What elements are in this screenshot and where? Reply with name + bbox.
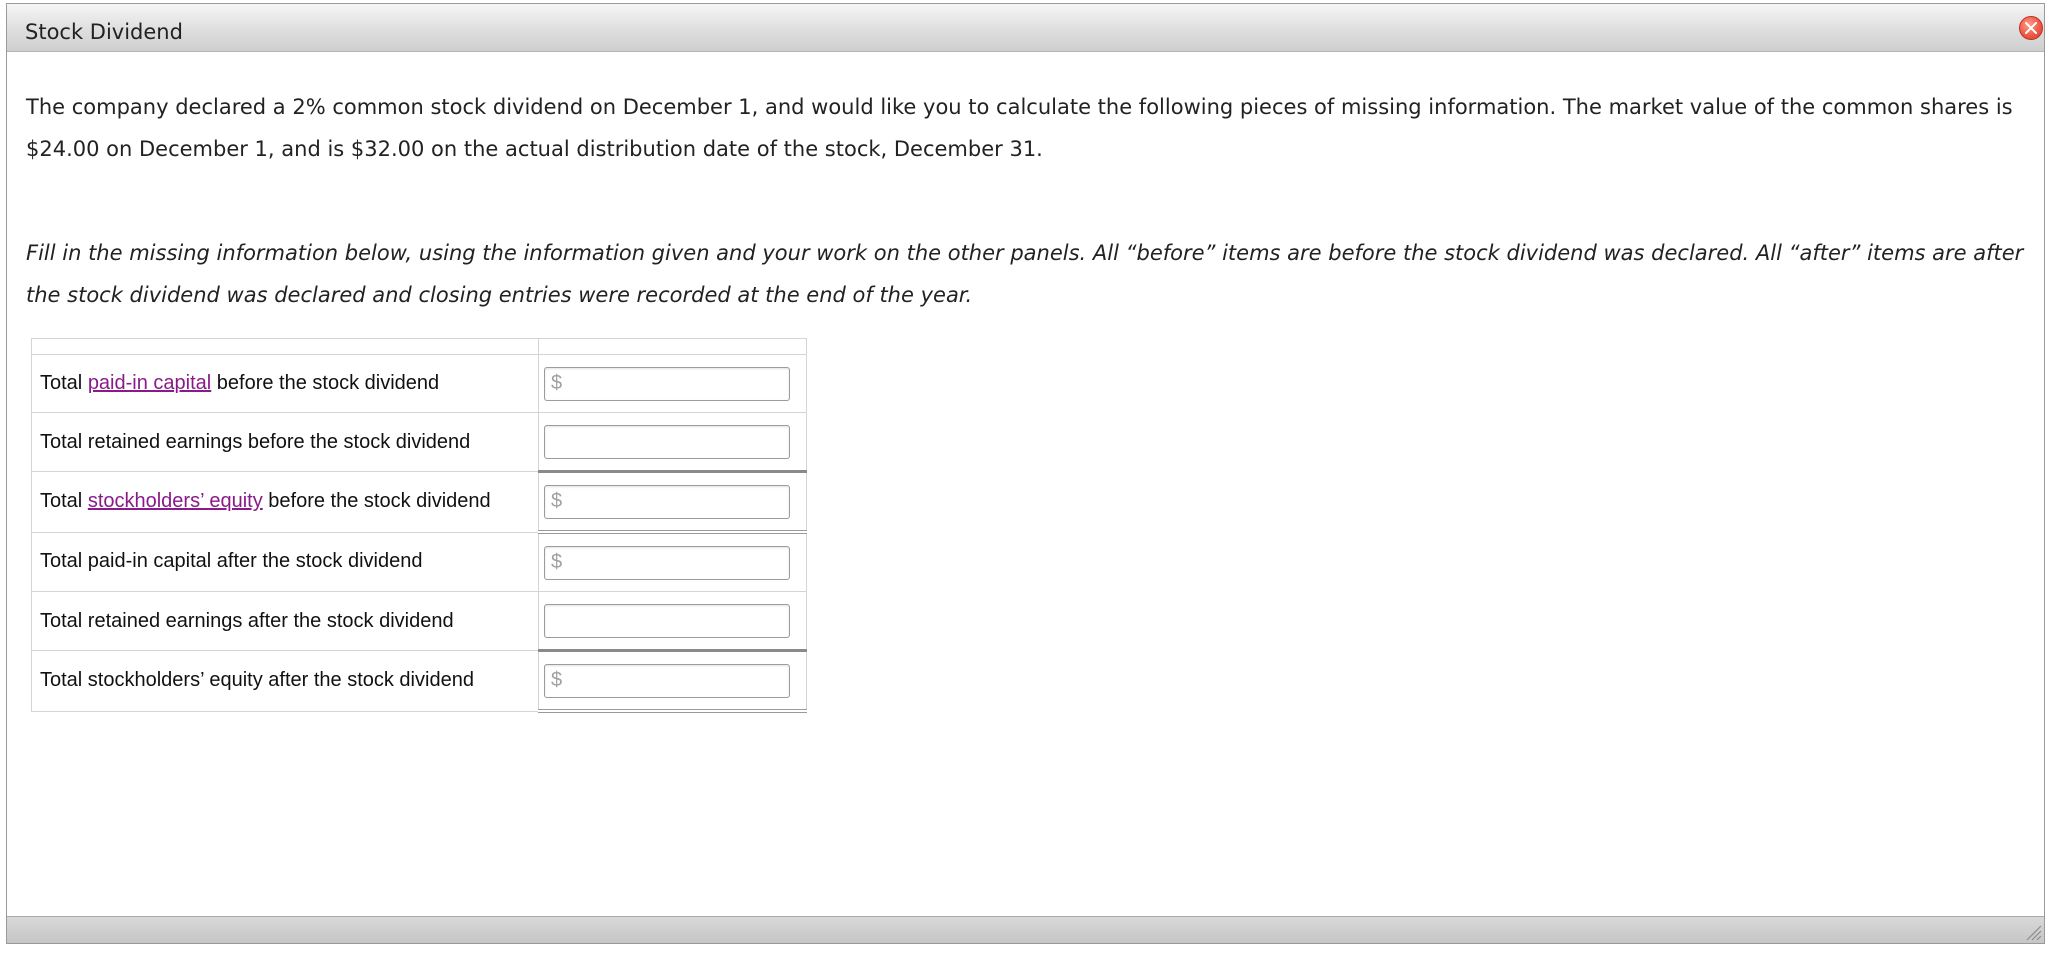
row-label: [32, 472, 539, 533]
row-label-prefix: Total: [40, 490, 88, 513]
dialog-titlebar[interactable]: [7, 4, 2044, 52]
table-row: [32, 355, 807, 413]
retained-earnings-after-field[interactable]: [544, 604, 790, 638]
row-label-prefix: Total stockholders’ equity after the stock dividend: [40, 669, 474, 692]
resize-grip-icon[interactable]: [2022, 921, 2042, 941]
close-button[interactable]: [2019, 16, 2043, 40]
dialog-statusbar: [7, 916, 2044, 943]
table-row: [32, 651, 807, 712]
header-label-cell: [32, 339, 539, 355]
intro-paragraph: The company declared a 2% common stock dividend on December 1, and would like you to calculate the following pieces of missing information. The market value of the common shares is $24.00 on December 1, and is $32.00 on the actual distribution date of the stock, December 31.: [26, 95, 2013, 161]
row-label-suffix: before the stock dividend: [211, 372, 440, 394]
row-input-cell: [539, 532, 807, 592]
retained-earnings-after-input[interactable]: [545, 605, 789, 637]
stock-dividend-dialog: [6, 3, 2045, 944]
instructions-paragraph: Fill in the missing information below, using the information given and your work on the other panels. All “before” items are before the stock dividend was declared. All “after” items are after the stock dividend was declared and closing entries were recorded at the end of the year.: [26, 241, 2024, 307]
row-label-prefix: Total retained earnings before the stock dividend: [40, 430, 471, 453]
table-header-row: [32, 339, 807, 355]
row-label: [32, 532, 539, 592]
row-label-prefix: Total paid-in capital after the stock dividend: [40, 550, 423, 573]
row-label: [32, 592, 539, 651]
row-input-cell: [539, 651, 807, 712]
paid-in-capital-after-field[interactable]: [544, 546, 790, 580]
header-input-cell: [539, 339, 807, 355]
balance-table: [31, 338, 807, 713]
stockholders-equity-before-input[interactable]: [545, 486, 789, 518]
row-label-prefix: Total: [40, 372, 88, 394]
stockholders-equity-after-field[interactable]: [544, 664, 790, 698]
paid-in-capital-after-input[interactable]: [545, 547, 789, 579]
row-label: [32, 651, 539, 712]
row-label-suffix: before the stock dividend: [262, 490, 491, 513]
stockholders-equity-after-input[interactable]: [545, 665, 789, 697]
row-label: [32, 413, 539, 472]
paid-in-capital-before-field[interactable]: [544, 367, 790, 401]
row-label-prefix: Total retained earnings after the stock dividend: [40, 609, 454, 632]
retained-earnings-before-input[interactable]: [545, 426, 789, 458]
retained-earnings-before-field[interactable]: [544, 425, 790, 459]
paid-in-capital-before-input[interactable]: [545, 368, 789, 400]
paid-in-capital-link[interactable]: paid-in capital: [87, 372, 212, 394]
table-row: [32, 472, 807, 533]
close-icon: [2025, 22, 2037, 34]
row-input-cell: [539, 355, 807, 413]
dialog-title: Stock Dividend: [25, 20, 183, 44]
row-label: [32, 355, 539, 413]
table-row: [32, 413, 807, 472]
table-row: [32, 592, 807, 651]
table-row: [32, 532, 807, 592]
row-input-cell: [539, 413, 807, 472]
stockholders-equity-link[interactable]: stockholders’ equity: [87, 490, 263, 513]
stockholders-equity-before-field[interactable]: [544, 485, 790, 519]
row-input-cell: [539, 472, 807, 533]
row-input-cell: [539, 592, 807, 651]
